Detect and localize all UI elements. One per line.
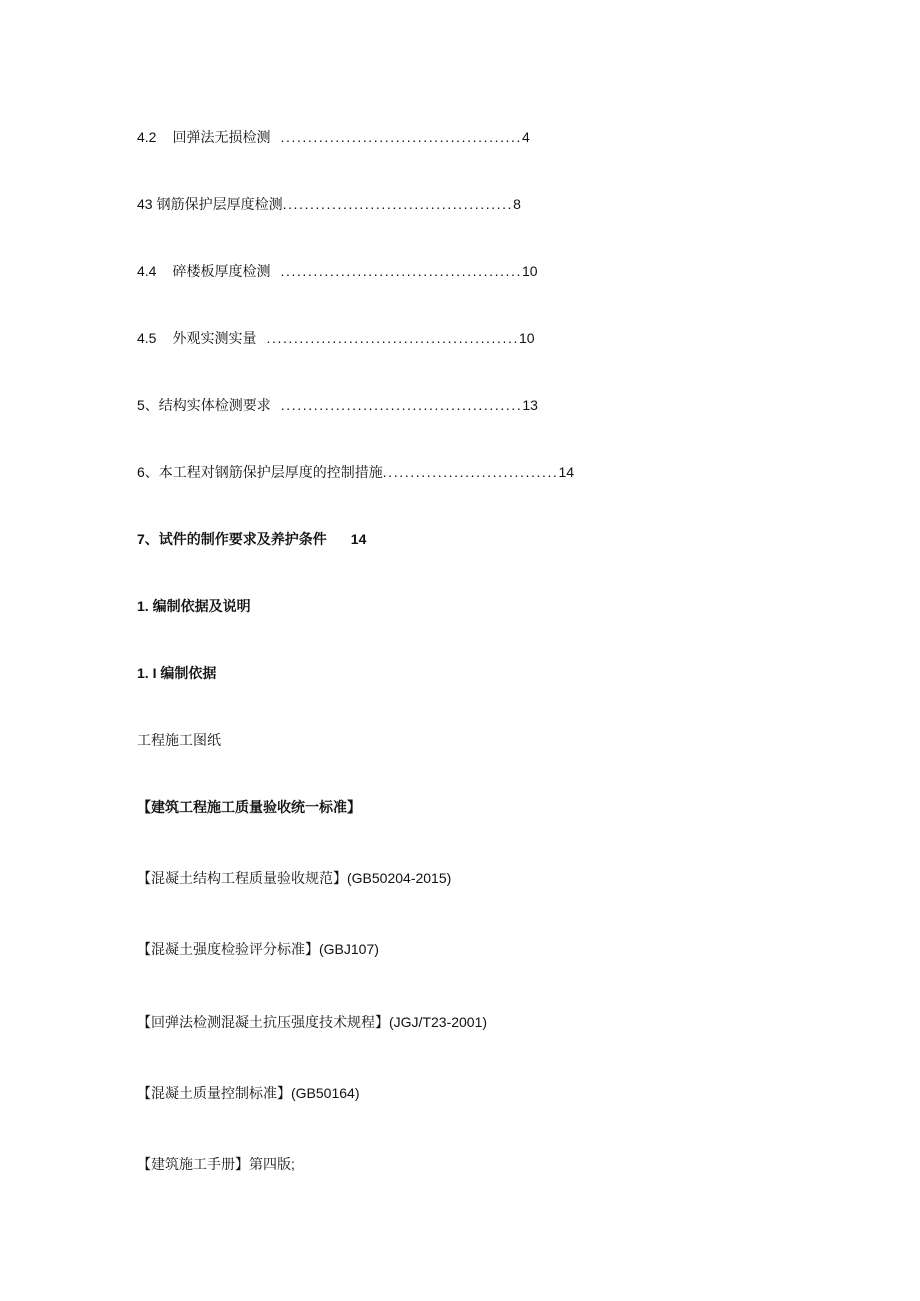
toc-title: 碎楼板厚度检测 xyxy=(172,263,271,279)
toc-title: 本工程对钢筋保护层厚度的控制措施 xyxy=(158,464,383,480)
toc-number: 4.2 xyxy=(137,129,157,145)
toc-page-number: 10 xyxy=(519,330,535,346)
toc-number: 4.4 xyxy=(137,263,157,279)
toc-page-number: 10 xyxy=(522,263,538,279)
toc-page-number: 4 xyxy=(522,129,530,145)
section-heading: 1. 编制依据及说明 xyxy=(137,598,251,614)
toc-leader-dots: .............................................. xyxy=(266,330,519,346)
toc-title: 7、试件的制作要求及养护条件 xyxy=(137,531,327,547)
toc-entry-4-5[interactable] xyxy=(137,329,535,347)
reference-item: 【建筑施工手册】第四版; xyxy=(137,1156,295,1172)
reference-item: 【混凝土质量控制标准】(GB50164) xyxy=(137,1085,360,1101)
reference-item: 【混凝土结构工程质量验收规范】(GB50204-2015) xyxy=(137,870,452,886)
toc-title: 回弹法无损检测 xyxy=(172,129,271,145)
toc-page-number: 13 xyxy=(522,397,538,413)
reference-item: 工程施工图纸 xyxy=(137,732,221,748)
reference-item: 【混凝土强度检验评分标准】(GBJ107) xyxy=(137,941,379,957)
toc-entry-7[interactable] xyxy=(137,530,366,548)
toc-leader-dots: .......................................... xyxy=(282,196,514,212)
toc-entry-6[interactable] xyxy=(137,463,574,481)
toc-leader-dots: ............................................ xyxy=(280,129,523,145)
toc-leader-dots: ............................................ xyxy=(280,263,523,279)
toc-title: 结构实体检测要求 xyxy=(158,397,271,413)
toc-title: 钢筋保护层厚度检测 xyxy=(156,196,283,212)
toc-entry-5[interactable] xyxy=(137,396,538,414)
toc-entry-4-3[interactable] xyxy=(137,195,521,213)
toc-number: 43 xyxy=(137,196,153,212)
toc-page-number: 14 xyxy=(558,464,575,480)
toc-number: 6、 xyxy=(137,464,159,480)
toc-page-number: 8 xyxy=(513,196,521,212)
toc-entry-4-2[interactable] xyxy=(137,128,530,146)
toc-leader-dots: ............................................ xyxy=(280,397,523,413)
toc-page-number: 14 xyxy=(350,531,367,547)
subsection-heading: 1. I 编制依据 xyxy=(137,665,217,681)
toc-number: 4.5 xyxy=(137,330,157,346)
reference-item: 【回弹法检测混凝土抗压强度技术规程】(JGJ/T23-2001) xyxy=(137,1014,488,1030)
toc-leader-dots: ................................ xyxy=(382,464,559,480)
reference-item: 【建筑工程施工质量验收统一标准】 xyxy=(137,799,361,815)
toc-number: 5、 xyxy=(137,397,159,413)
toc-title: 外观实测实量 xyxy=(172,330,257,346)
toc-entry-4-4[interactable] xyxy=(137,262,538,280)
